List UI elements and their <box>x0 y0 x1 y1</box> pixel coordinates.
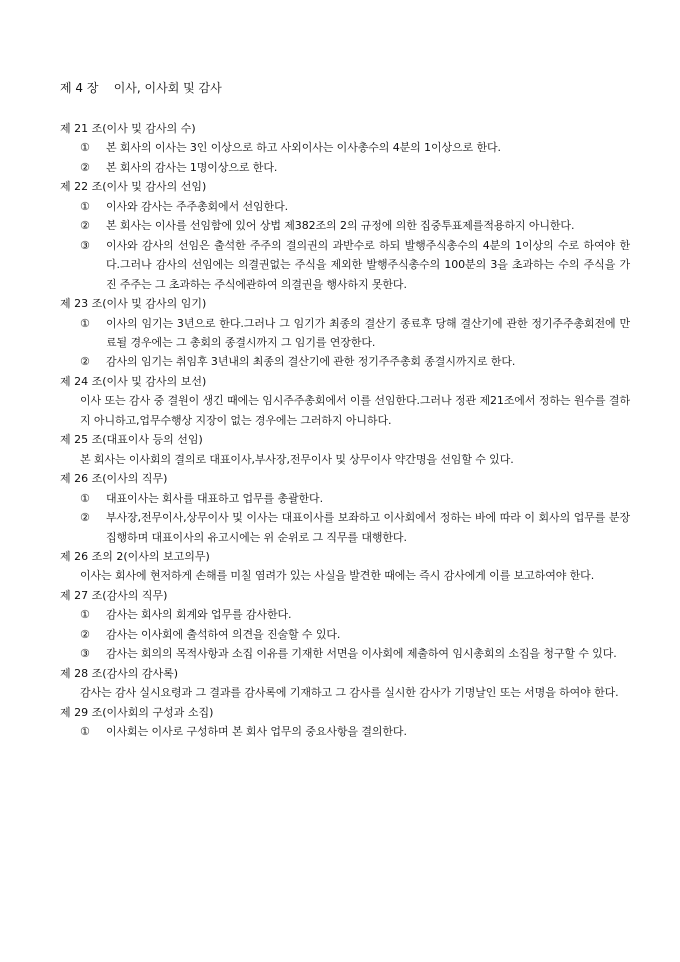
article-heading: 제 23 조(이사 및 감사의 임기) <box>60 297 207 311</box>
article-heading: 제 28 조(감사의 감사록) <box>60 666 179 680</box>
article-heading: 제 24 조(이사 및 감사의 보선) <box>60 374 207 388</box>
item-number: ① <box>80 608 90 622</box>
item-number: ② <box>80 219 90 233</box>
article-item <box>60 644 630 663</box>
item-text: 감사는 회사의 회계와 업무를 감사한다. <box>106 608 292 622</box>
item-text: 이사와 감사는 주주총회에서 선임한다. <box>106 199 289 213</box>
article-item <box>60 722 630 741</box>
item-text: 본 회사의 감사는 1명이상으로 한다. <box>106 160 278 174</box>
chapter-title: 제 4 장 이사, 이사회 및 감사 <box>60 81 222 95</box>
article-heading: 제 29 조(이사회의 구성과 소집) <box>60 705 214 719</box>
article-heading: 제 25 조(대표이사 등의 선임) <box>60 433 203 447</box>
item-text: 이사와 감사의 선임은 출석한 주주의 결의권의 과반수로 하되 발행주식총수의 4분의 1이상의 수로 하여야 한다.그러나 감사의 선임에는 의결권없는 주식을 제외한 발행주식총수의 100분의 3을 초과하는 수의 주식을 가진 주주는 그 초과하는 주식에관하여 의결권을 행사하지 못한다. <box>106 238 630 291</box>
article-text: 이사 또는 감사 중 결원이 생긴 때에는 임시주주총회에서 이를 선임한다.그러나 정관 제21조에서 정하는 원수를 결하지 아니하고,업무수행상 지장이 없는 경우에는 그러하지 아니하다. <box>80 394 630 427</box>
item-number: ② <box>80 511 90 525</box>
article-item <box>60 236 630 294</box>
article-item <box>60 158 630 177</box>
item-text: 이사의 임기는 3년으로 한다.그러나 그 임기가 최종의 결산기 종료후 당해 결산기에 관한 정기주주총회전에 만료될 경우에는 그 총회의 종결시까지 그 임기를 연장한다. <box>106 316 630 349</box>
article-heading: 제 26 조(이사의 직무) <box>60 472 168 486</box>
item-text: 본 회사의 이사는 3인 이상으로 하고 사외이사는 이사총수의 4분의 1이상으로 한다. <box>106 141 501 155</box>
article-heading: 제 26 조의 2(이사의 보고의무) <box>60 549 210 563</box>
item-text: 이사회는 이사로 구성하며 본 회사 업무의 중요사항을 결의한다. <box>106 725 407 739</box>
article-text: 이사는 회사에 현저하게 손해를 미칠 염려가 있는 사실을 발견한 때에는 즉시 감사에게 이를 보고하여야 한다. <box>80 569 595 583</box>
item-number: ③ <box>80 647 90 661</box>
item-number: ① <box>80 491 90 505</box>
article-heading: 제 27 조(감사의 직무) <box>60 588 168 602</box>
article-heading: 제 21 조(이사 및 감사의 수) <box>60 122 196 135</box>
item-number: ① <box>80 199 90 213</box>
article-item <box>60 625 630 644</box>
article-item <box>60 314 630 353</box>
article-item <box>60 352 630 371</box>
article-text: 본 회사는 이사회의 결의로 대표이사,부사장,전무이사 및 상무이사 약간명을 선임할 수 있다. <box>80 452 514 466</box>
article-item <box>60 489 630 508</box>
item-number: ① <box>80 316 90 330</box>
article-heading: 제 22 조(이사 및 감사의 선임) <box>60 180 207 194</box>
item-text: 본 회사는 이사를 선임함에 있어 상법 제382조의 2의 규정에 의한 집중투표제를적용하지 아니한다. <box>106 219 575 233</box>
article-item <box>60 216 630 235</box>
item-text: 부사장,전무이사,상무이사 및 이사는 대표이사를 보좌하고 이사회에서 정하는 바에 따라 이 회사의 업무를 분장 집행하며 대표이사의 유고시에는 위 순위로 그 직무를 대행한다. <box>106 511 630 544</box>
article-item <box>60 508 630 547</box>
article-item <box>60 138 630 157</box>
item-text: 대표이사는 회사를 대표하고 업무를 총괄한다. <box>106 491 323 505</box>
articles-body <box>60 119 630 742</box>
item-number: ② <box>80 160 90 174</box>
article-text: 감사는 감사 실시요령과 그 결과를 감사록에 기재하고 그 감사를 실시한 감사가 기명날인 또는 서명을 하여야 한다. <box>80 686 619 700</box>
item-number: ③ <box>80 238 90 252</box>
item-number: ① <box>80 725 90 739</box>
item-number: ② <box>80 627 90 641</box>
item-number: ① <box>80 141 90 155</box>
article-item <box>60 605 630 624</box>
item-text: 감사는 이사회에 출석하여 의견을 진술할 수 있다. <box>106 627 341 641</box>
item-text: 감사의 임기는 취임후 3년내의 최종의 결산기에 관한 정기주주총회 종결시까지로 한다. <box>106 355 516 369</box>
item-text: 감사는 회의의 목적사항과 소집 이유를 기재한 서면을 이사회에 제출하여 임시총회의 소집을 청구할 수 있다. <box>106 647 617 661</box>
article-item <box>60 197 630 216</box>
item-number: ② <box>80 355 90 369</box>
